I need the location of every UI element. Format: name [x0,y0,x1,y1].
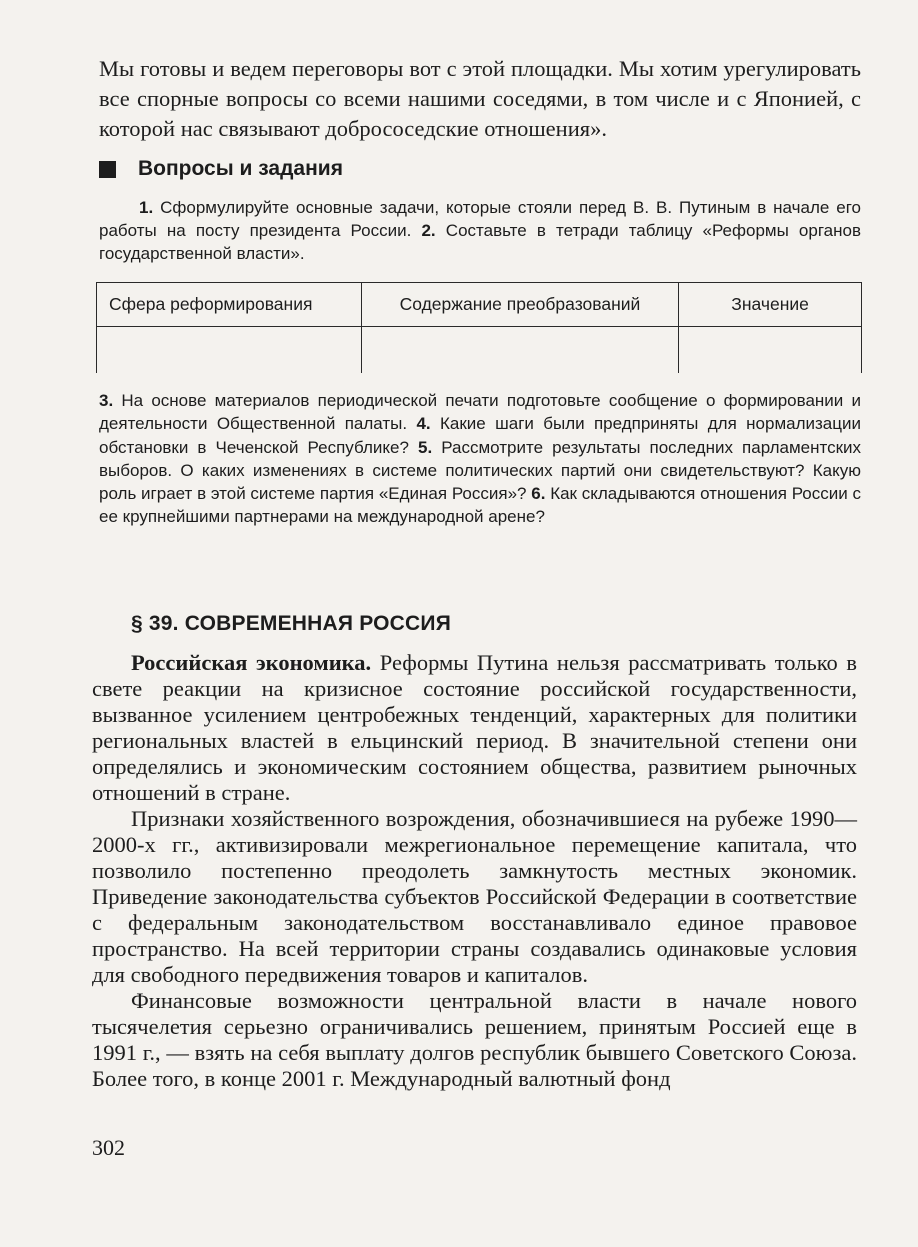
tasks-block-2 [99,389,861,529]
intro-paragraph: Мы готовы и ведем переговоры вот с этой площадки. Мы хотим урегулировать все спорные вопросы со всеми нашими соседями, в том числе и с Японией, с которой нас связывают добрососедские отношения». [99,56,861,141]
question-text: На основе материалов периодической печати подготовьте сообщение о формировании и деятельности Общественной палаты. [99,391,861,434]
paragraph-lead: Российская экономика. [131,650,372,675]
question-number: 4. [416,414,431,434]
question-number: 1. [139,198,154,217]
question-number: 5. [417,437,433,457]
table-cell [679,327,862,374]
table-header-cell: Сфера реформирования [97,283,362,327]
table-row [97,327,862,374]
question-text: Рассмотрите результаты последних парламентских выборов. О каких изменениях в системе политических партий они свидетельствуют? Какую роль играет в этой системе партия «Единая Россия»? [99,437,861,504]
table-header-row [97,283,862,327]
table-cell [361,327,679,374]
tasks-block-1 [99,196,861,265]
question-text: Сформулируйте основные задачи, которые стояли перед В. В. Путиным в начале его работы на посту президента России. [99,198,861,240]
tasks-heading [99,157,343,181]
body-paragraph [92,650,857,806]
tasks-heading-title: Вопросы и задания [138,157,343,180]
question-text: Как складываются отношения России с ее крупнейшими партнерами на международной арене? [99,484,861,527]
body-paragraph: Финансовые возможности центральной власти в начале нового тысячелетия серьезно ограничивались решением, принятым Россией еще в 1991 г., — взять на себя выплату долгов республик бывшего Советского Союза. Более того, в конце 2001 г. Международный валютный фонд [92,988,857,1091]
section-title: § 39. СОВРЕМЕННАЯ РОССИЯ [131,612,452,635]
table-header-cell: Значение [679,283,862,327]
section-body [92,650,857,1092]
question-text: Составьте в тетради таблицу «Реформы органов государственной власти». [99,221,861,263]
table-header-cell: Содержание преобразований [361,283,679,327]
square-bullet-icon [99,161,116,178]
paragraph-text: Реформы Путина нельзя рассматривать только в свете реакции на кризисное состояние российской государственности, вызванное усилением центробежных тенденций, характерных для политики региональных властей в ельцинский период. В значительной степени они определялись и экономическим состоянием общества, развитием рыночных отношений в стране. [92,650,857,805]
question-number: 6. [531,484,546,504]
question-number: 3. [99,391,114,410]
table-cell [97,327,362,374]
reforms-table [96,282,862,373]
question-text: Какие шаги были предприняты для нормализации обстановки в Чеченской Республике? [99,414,861,457]
body-paragraph: Признаки хозяйственного возрождения, обозначившиеся на рубеже 1990—2000-х гг., активизировали межрегиональное перемещение капитала, что позволило постепенно преодолеть замкнутость местных экономик. Приведение законодательства субъектов Российской Федерации в соответствие с федеральным законодательством восстанавливало единое правовое пространство. На всей территории страны создавались одинаковые условия для свободного передвижения товаров и капиталов. [92,806,857,987]
page-number: 302 [92,1135,125,1160]
question-number: 2. [421,221,436,240]
